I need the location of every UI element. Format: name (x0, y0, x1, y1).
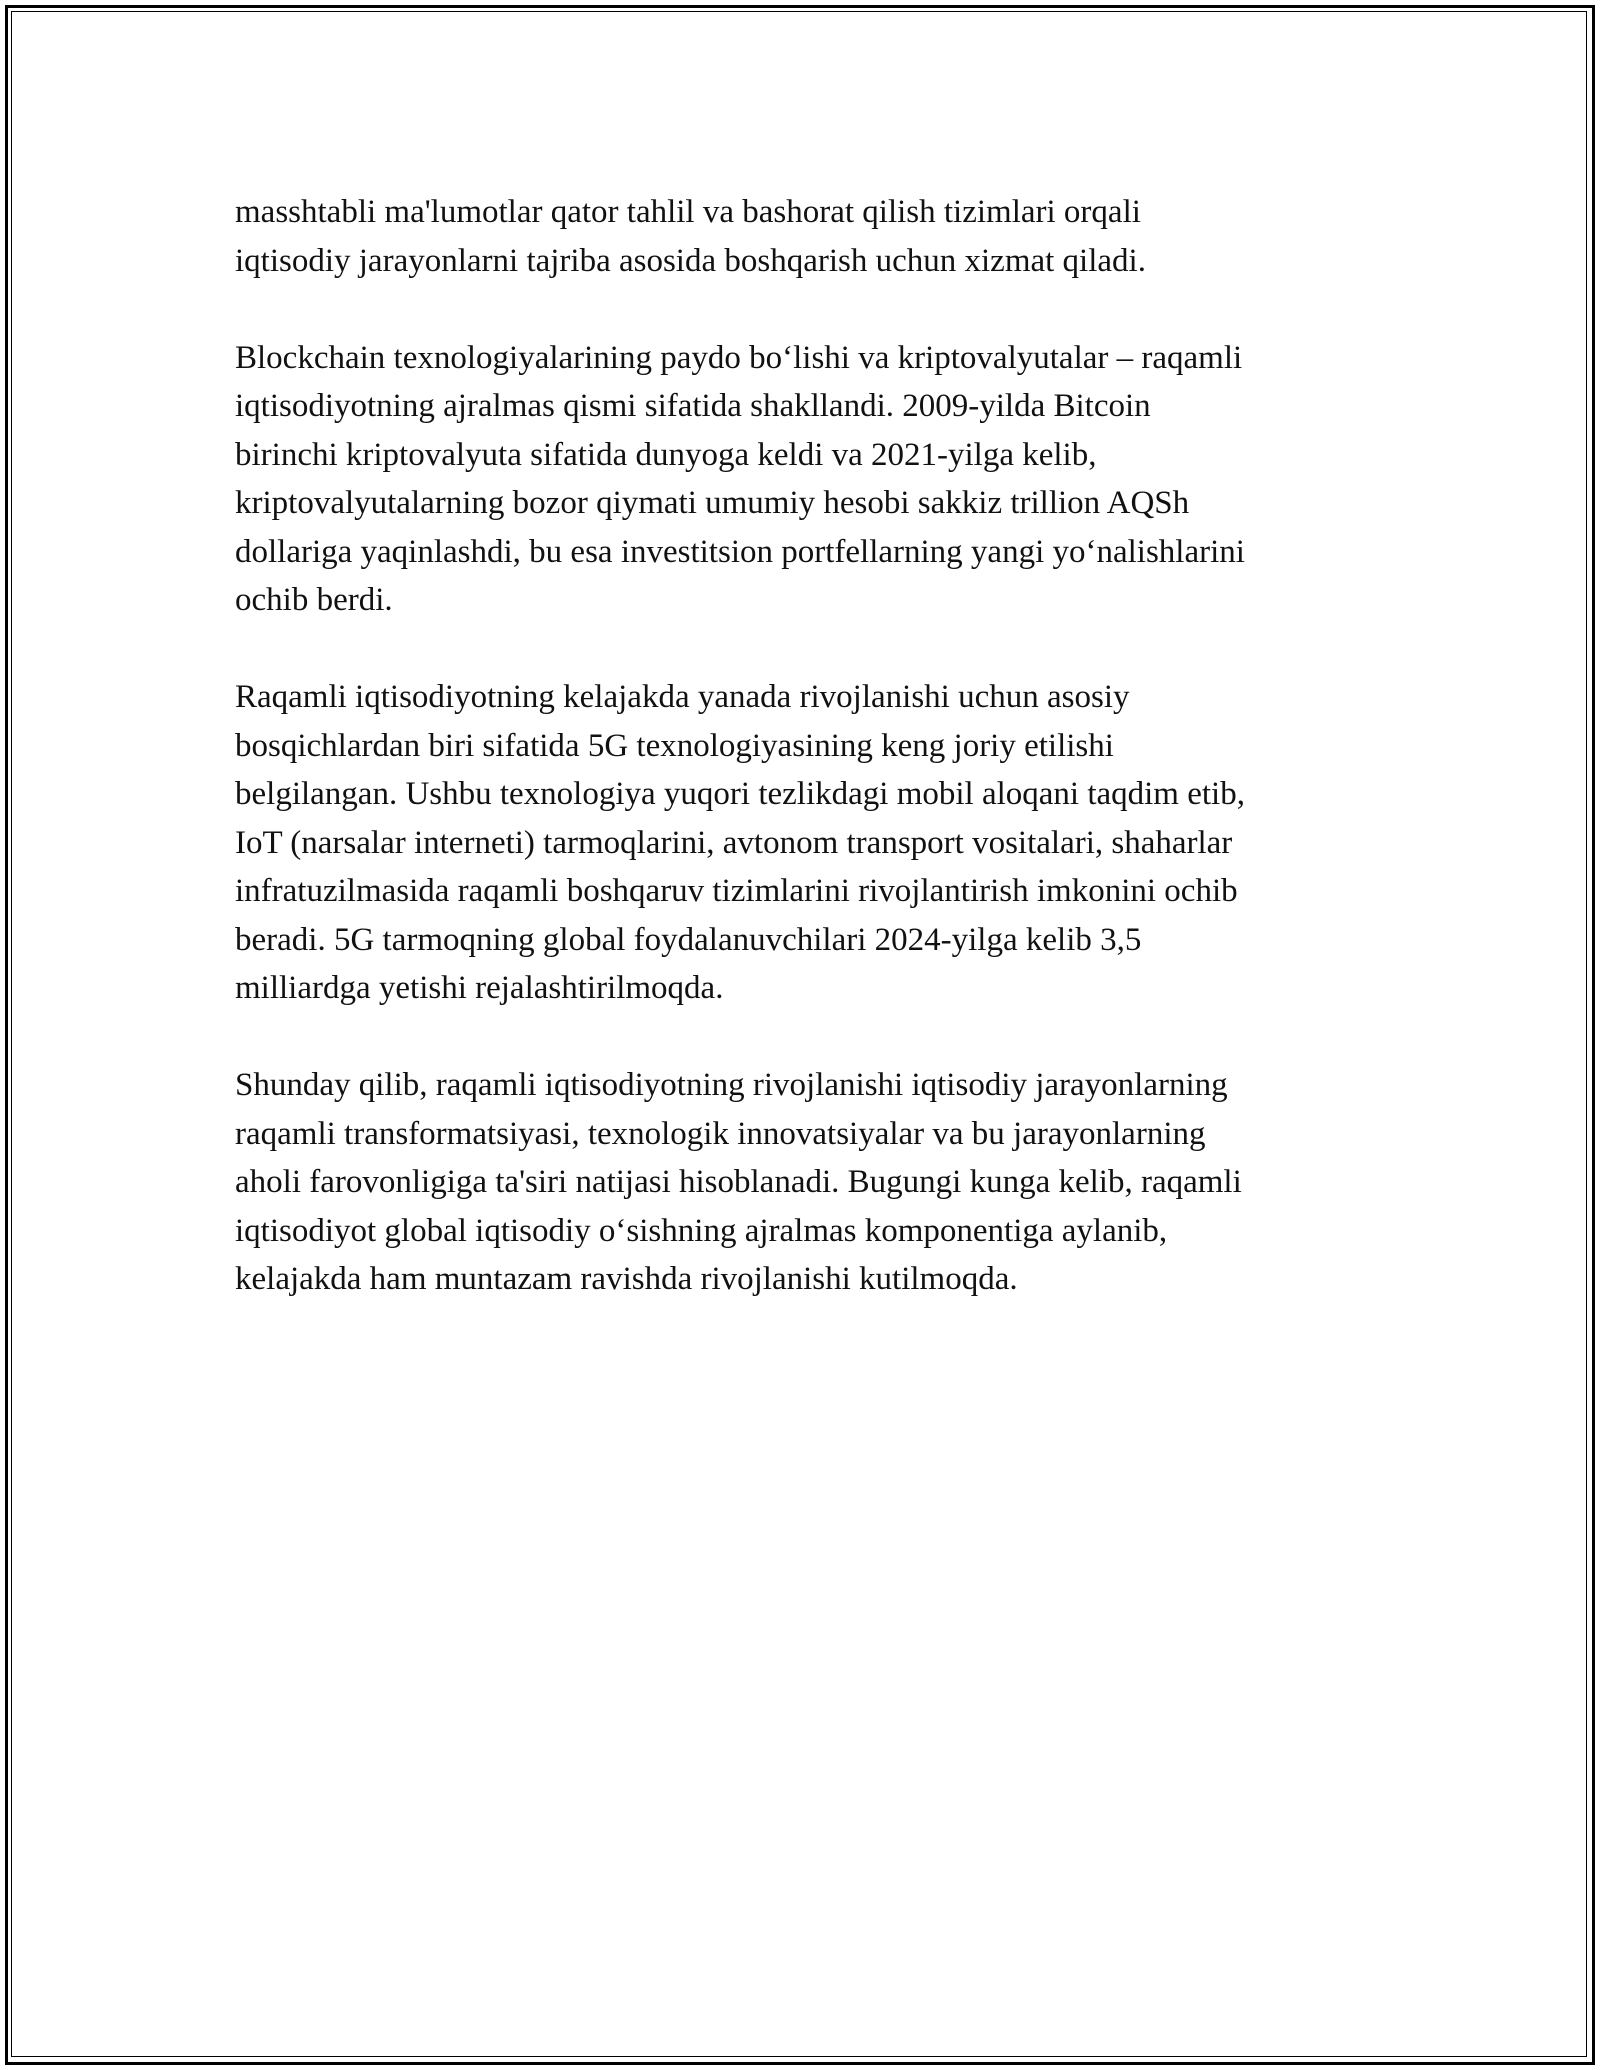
text-line: ochib berdi. (235, 582, 393, 618)
text-line: dollariga yaqinlashdi, bu esa investitsion portfellarning yangi yo‘nalishlarini (235, 533, 1245, 570)
text-line: IoT (narsalar interneti) tarmoqlarini, avtonom transport vositalari, shaharlar (235, 824, 1233, 861)
document-body (235, 188, 1375, 1352)
text-line: masshtabli ma'lumotlar qator tahlil va bashorat qilish tizimlari orqali (235, 194, 1141, 230)
text-line: kelajakda ham muntazam ravishda rivojlanishi kutilmoqda. (235, 1261, 1018, 1297)
text-line: Raqamli iqtisodiyotning kelajakda yanada rivojlanishi uchun asosiy (235, 679, 1130, 715)
text-line: beradi. 5G tarmoqning global foydalanuvchilari 2024-yilga kelib 3,5 (235, 921, 1142, 958)
text-line: Shunday qilib, raqamli iqtisodiyotning rivojlanishi iqtisodiy jarayonlarning (235, 1067, 1228, 1103)
text-line: birinchi kriptovalyuta sifatida dunyoga keldi va 2021-yilga kelib, (235, 436, 1097, 473)
text-line: infratuzilmasida raqamli boshqaruv tizimlarini rivojlantirish imkonini ochib (235, 873, 1238, 909)
text-line: belgilangan. Ushbu texnologiya yuqori tezlikdagi mobil aloqani taqdim etib, (235, 776, 1245, 812)
text-line: raqamli transformatsiyasi, texnologik innovatsiyalar va bu jarayonlarning (235, 1115, 1206, 1152)
text-line: aholi farovonligiga ta'siri natijasi hisoblanadi. Bugungi kunga kelib, raqamli (235, 1164, 1242, 1200)
text-line: kriptovalyutalarning bozor qiymati umumiy hesobi sakkiz trillion AQSh (235, 485, 1190, 521)
paragraph (235, 673, 1375, 1013)
paragraph (235, 188, 1375, 285)
text-line: Blockchain texnologiyalarining paydo bo‘lishi va kriptovalyutalar – raqamli (235, 339, 1243, 376)
paragraph (235, 334, 1375, 625)
text-line: iqtisodiyot global iqtisodiy o‘sishning ajralmas komponentiga aylanib, (235, 1212, 1168, 1249)
text-line: milliardga yetishi rejalashtirilmoqda. (235, 970, 724, 1006)
text-line: iqtisodiyotning ajralmas qismi sifatida shakllandi. 2009-yilda Bitcoin (235, 388, 1151, 424)
paragraph (235, 1061, 1375, 1304)
text-line: bosqichlardan biri sifatida 5G texnologiyasining keng joriy etilishi (235, 727, 1114, 764)
text-line: iqtisodiy jarayonlarni tajriba asosida boshqarish uchun xizmat qiladi. (235, 242, 1146, 279)
